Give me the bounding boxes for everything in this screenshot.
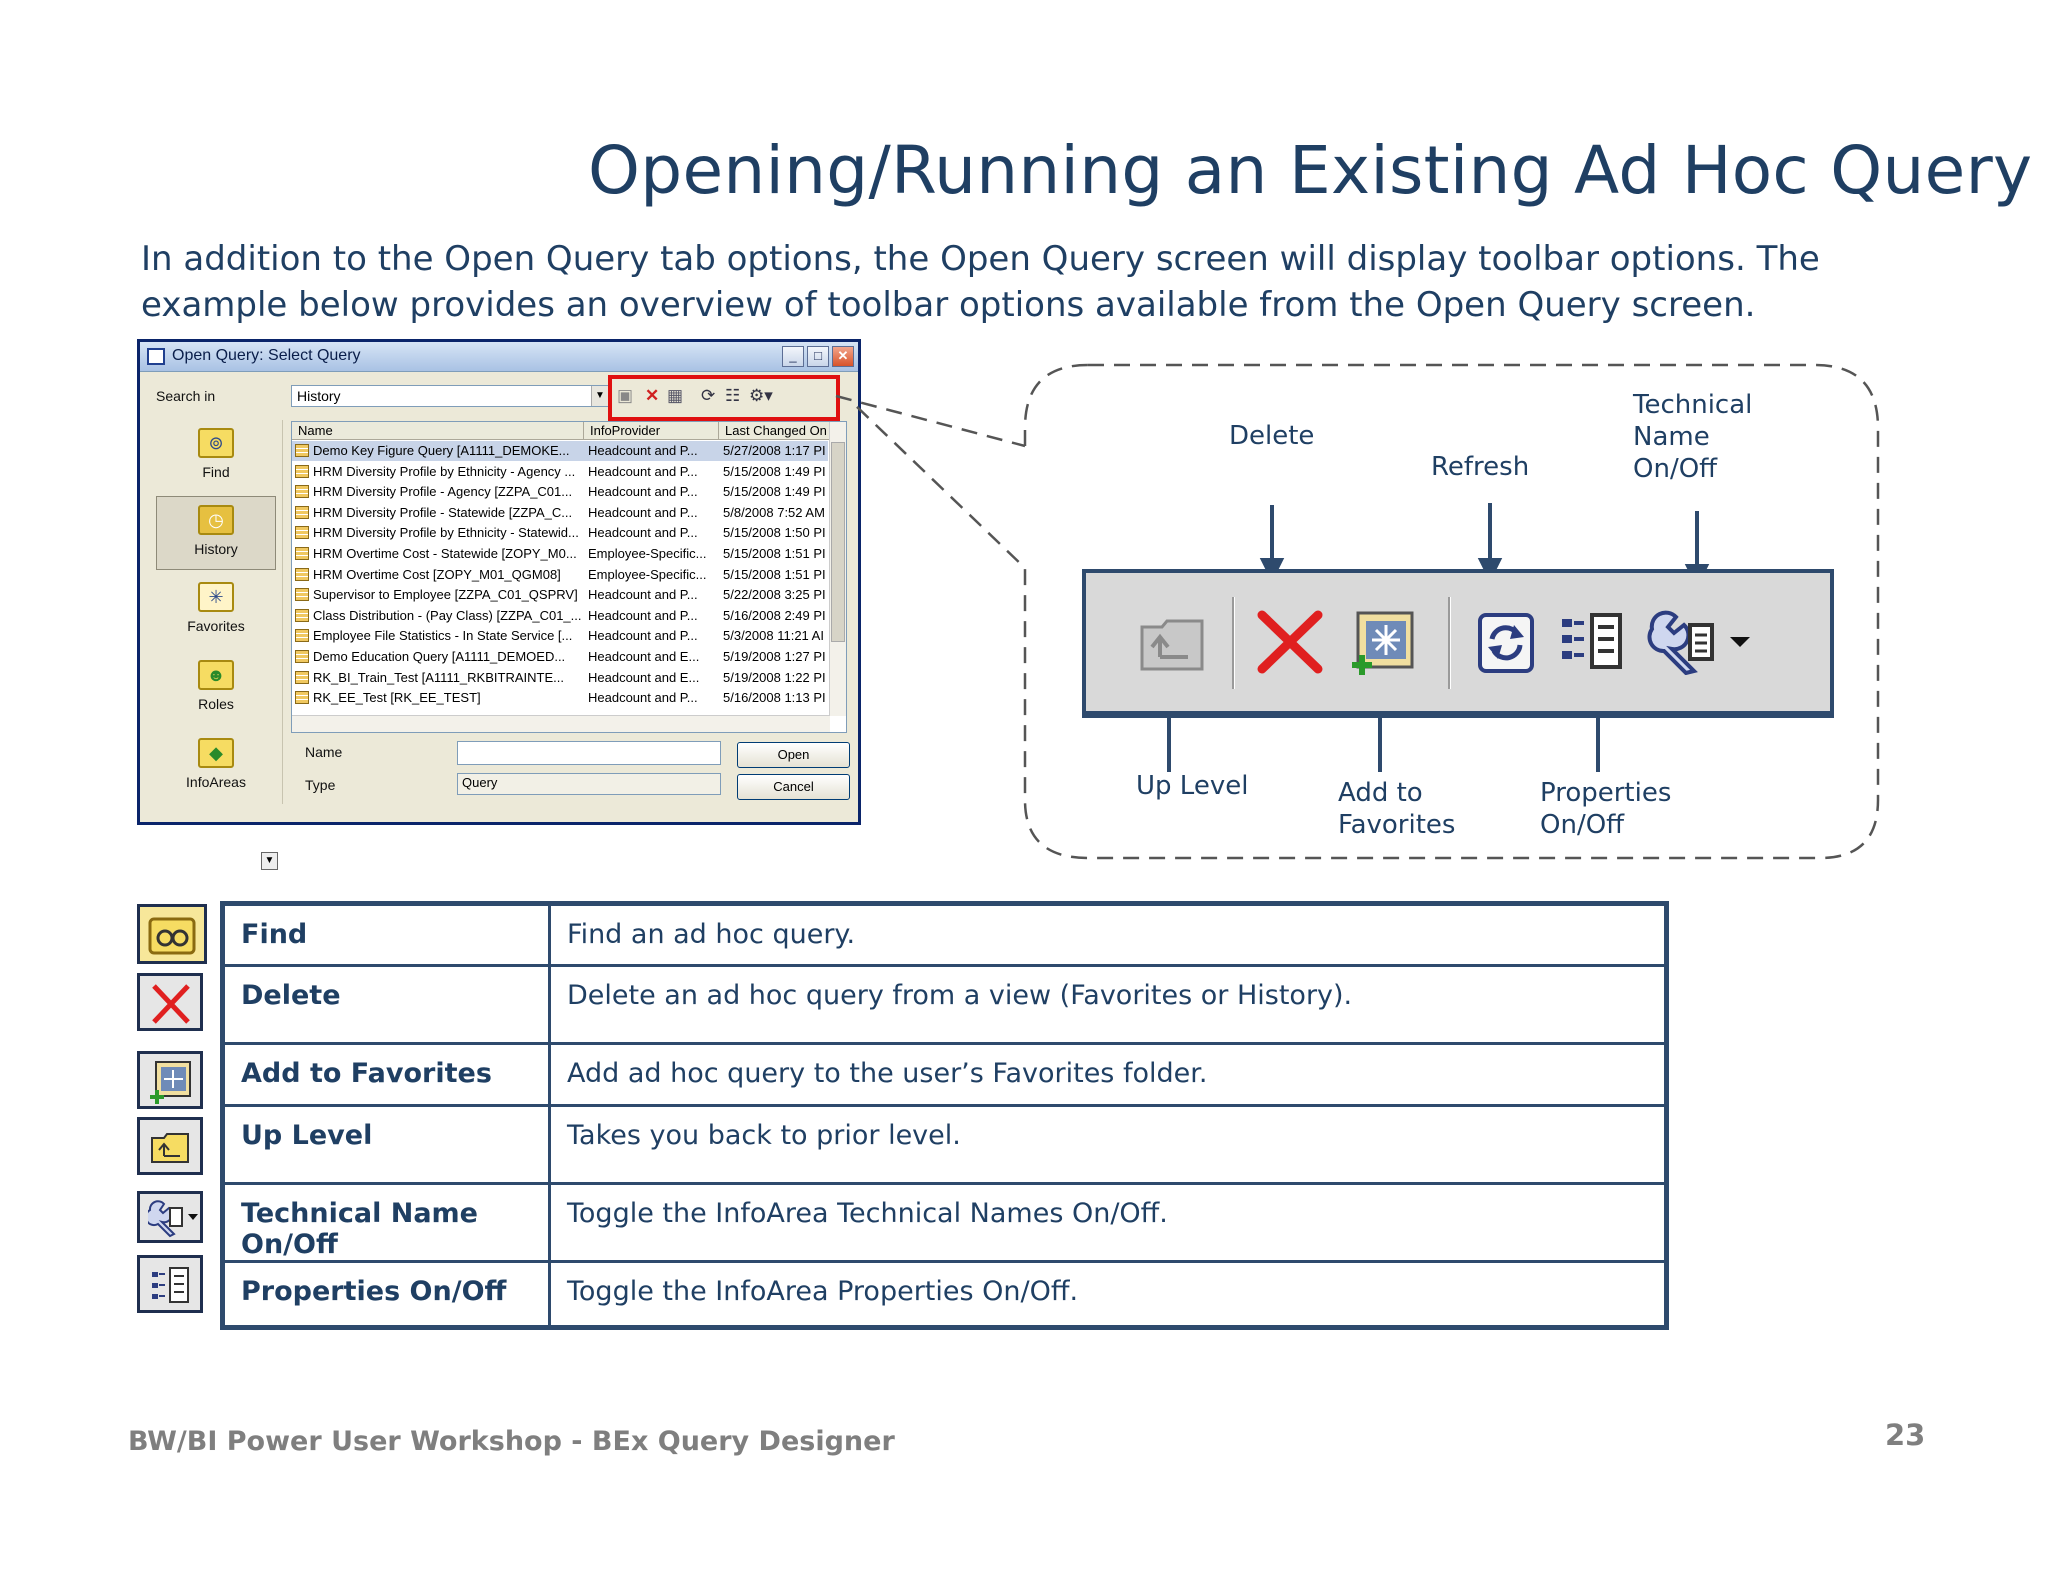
- callout-label-up-level: Up Level: [1136, 771, 1249, 801]
- infoarea-icon: ◆: [198, 738, 234, 768]
- delete-icon[interactable]: [1254, 609, 1326, 675]
- type-label: Type: [305, 777, 336, 793]
- cell-text: Headcount and P...: [588, 690, 698, 706]
- name-label: Name: [305, 744, 343, 760]
- cell-text: 5/8/2008 7:52 AM: [723, 504, 825, 520]
- cell-text: Employee File Statistics - In State Service [...: [313, 628, 573, 644]
- add-favorites-icon: [137, 1051, 203, 1109]
- cell-text: 5/15/2008 1:51 PI: [723, 546, 826, 561]
- page-number: 23: [1885, 1418, 1926, 1452]
- table-row: [223, 1106, 1667, 1184]
- cell-text: RK_EE_Test [RK_EE_TEST]: [313, 690, 481, 706]
- cell-text: Headcount and E...: [588, 669, 700, 685]
- close-icon[interactable]: ✕: [832, 346, 854, 367]
- cell-text: Headcount and P...: [588, 443, 698, 458]
- toolbar-legend-table: [220, 901, 1669, 1330]
- cell-text: 5/3/2008 11:21 AI: [723, 628, 824, 644]
- find-icon: [137, 904, 207, 964]
- legend-name: Add to Favorites: [223, 1044, 550, 1106]
- up-level-icon[interactable]: [1136, 609, 1208, 675]
- cancel-button[interactable]: Cancel: [737, 774, 850, 800]
- cell-text: 5/19/2008 1:27 PI: [723, 649, 826, 664]
- chevron-down-icon[interactable]: ▼: [591, 386, 608, 406]
- footer-text: BW/BI Power User Workshop - BEx Query Designer: [128, 1426, 895, 1457]
- cell-text: 5/19/2008 1:22 PI: [723, 669, 826, 685]
- column-header-last-changed[interactable]: Last Changed On: [719, 422, 831, 440]
- cell-text: HRM Diversity Profile - Statewide [ZZPA_C...: [313, 504, 573, 520]
- cell-text: Employee-Specific...: [588, 566, 707, 582]
- table-row: [223, 904, 1667, 966]
- sidebar-item-label: Find: [202, 464, 230, 480]
- star-icon: ✳: [198, 582, 234, 612]
- table-row: [223, 966, 1667, 1044]
- legend-name: Find: [223, 904, 550, 966]
- sidebar-more-dropdown[interactable]: ▼: [261, 852, 278, 870]
- cell-text: 5/16/2008 2:49 PI: [723, 607, 826, 623]
- cell-text: Headcount and P...: [588, 628, 698, 644]
- user-role-icon: ☻: [198, 660, 234, 690]
- table-row: [223, 1262, 1667, 1328]
- cell-text: Demo Key Figure Query [A1111_DEMOKE...: [313, 443, 570, 458]
- properties-icon[interactable]: ☷: [725, 386, 741, 405]
- technical-name-icon[interactable]: ⚙▾: [749, 386, 773, 405]
- callout-label-properties: Properties On/Off: [1540, 778, 1672, 840]
- refresh-icon[interactable]: [1470, 609, 1542, 675]
- open-button[interactable]: Open: [737, 742, 850, 768]
- intro-text: In addition to the Open Query tab options, the Open Query screen will display toolbar options. The example below provides an overview of toolbar options available from the Open Query screen.: [141, 239, 1820, 325]
- add-favorites-icon[interactable]: [1348, 609, 1420, 675]
- maximize-icon[interactable]: □: [807, 346, 829, 367]
- search-in-label: Search in: [156, 388, 216, 404]
- add-favorites-icon[interactable]: ▦: [667, 386, 684, 405]
- callout-label-refresh: Refresh: [1431, 452, 1530, 482]
- cell-text: Headcount and P...: [588, 484, 698, 500]
- cell-text: Employee-Specific...: [588, 546, 707, 561]
- technical-name-icon: [137, 1191, 203, 1243]
- cell-text: HRM Diversity Profile - Agency [ZZPA_C01...: [313, 484, 573, 500]
- cell-text: HRM Diversity Profile by Ethnicity - Statewid...: [313, 525, 579, 541]
- legend-description: Takes you back to prior level.: [550, 1106, 1667, 1184]
- cell-text: Headcount and E...: [588, 649, 700, 664]
- type-field[interactable]: Query: [457, 773, 721, 795]
- cell-text: Headcount and P...: [588, 525, 698, 541]
- dialog-title: Open Query: Select Query: [172, 347, 361, 364]
- cell-text: HRM Overtime Cost [ZOPY_M01_QGM08]: [313, 566, 561, 582]
- legend-description: Delete an ad hoc query from a view (Favorites or History).: [550, 966, 1667, 1044]
- up-level-icon: [137, 1117, 203, 1175]
- technical-name-icon[interactable]: [1646, 609, 1756, 675]
- delete-icon[interactable]: ✕: [645, 386, 660, 405]
- cell-text: HRM Diversity Profile by Ethnicity - Agency ...: [313, 463, 576, 479]
- cell-text: 5/22/2008 3:25 PI: [723, 587, 826, 603]
- cell-text: Headcount and P...: [588, 504, 698, 520]
- cell-text: Demo Education Query [A1111_DEMOED...: [313, 649, 566, 664]
- cell-text: Headcount and P...: [588, 587, 698, 603]
- properties-icon: [137, 1255, 203, 1313]
- cell-text: Headcount and P...: [588, 463, 698, 479]
- page-title: Opening/Running an Existing Ad Hoc Query: [588, 132, 2033, 209]
- callout-label-technical-name: Technical Name On/Off: [1633, 390, 1753, 484]
- search-in-value: History: [297, 388, 341, 404]
- cell-text: 5/15/2008 1:51 PI: [723, 566, 826, 582]
- column-header-infoprovider[interactable]: InfoProvider: [584, 422, 719, 440]
- sidebar-item-label: Roles: [198, 696, 234, 712]
- sidebar-item-label: History: [194, 541, 238, 557]
- legend-name: Up Level: [223, 1106, 550, 1184]
- up-level-icon[interactable]: ▣: [617, 386, 634, 405]
- legend-name: Technical Name On/Off: [223, 1184, 550, 1262]
- cell-text: RK_BI_Train_Test [A1111_RKBITRAINTE...: [313, 669, 564, 685]
- cell-text: Supervisor to Employee [ZZPA_C01_QSPRV]: [313, 587, 578, 603]
- cell-text: Headcount and P...: [588, 607, 698, 623]
- legend-description: Toggle the InfoArea Properties On/Off.: [550, 1262, 1667, 1328]
- legend-body: [223, 904, 1667, 1328]
- binoculars-icon: ⊚: [198, 428, 234, 458]
- cell-text: 5/15/2008 1:50 PI: [723, 525, 826, 541]
- legend-description: Add ad hoc query to the user’s Favorites folder.: [550, 1044, 1667, 1106]
- callout-label-add-favorites: Add to Favorites: [1338, 778, 1456, 840]
- cell-text: Class Distribution - (Pay Class) [ZZPA_C01_...: [313, 607, 582, 623]
- legend-name: Delete: [223, 966, 550, 1044]
- refresh-icon[interactable]: ⟳: [701, 386, 716, 405]
- cell-text: 5/15/2008 1:49 PI: [723, 463, 826, 479]
- legend-name: Properties On/Off: [223, 1262, 550, 1328]
- properties-icon[interactable]: [1558, 609, 1630, 675]
- legend-description: Find an ad hoc query.: [550, 904, 1667, 966]
- cell-text: HRM Overtime Cost - Statewide [ZOPY_M0...: [313, 546, 577, 561]
- cell-text: 5/16/2008 1:13 PI: [723, 690, 826, 706]
- column-header-name[interactable]: Name: [292, 422, 584, 440]
- cell-text: 5/15/2008 1:49 PI: [723, 484, 826, 500]
- clock-icon: ◷: [198, 505, 234, 535]
- sidebar-item-label: InfoAreas: [186, 774, 246, 790]
- legend-description: Toggle the InfoArea Technical Names On/Off.: [550, 1184, 1667, 1262]
- callout-label-delete: Delete: [1229, 421, 1315, 451]
- table-row: [223, 1184, 1667, 1262]
- toolbar-separator: [1232, 597, 1235, 689]
- table-row: [223, 1044, 1667, 1106]
- cell-text: 5/27/2008 1:17 PI: [723, 443, 826, 458]
- callout-leader-top: [836, 396, 1025, 446]
- sidebar-item-label: Favorites: [187, 618, 245, 634]
- minimize-icon[interactable]: _: [782, 346, 804, 367]
- zoomed-toolbar: [1082, 569, 1834, 718]
- delete-icon: [137, 973, 203, 1031]
- toolbar-separator: [1448, 597, 1451, 689]
